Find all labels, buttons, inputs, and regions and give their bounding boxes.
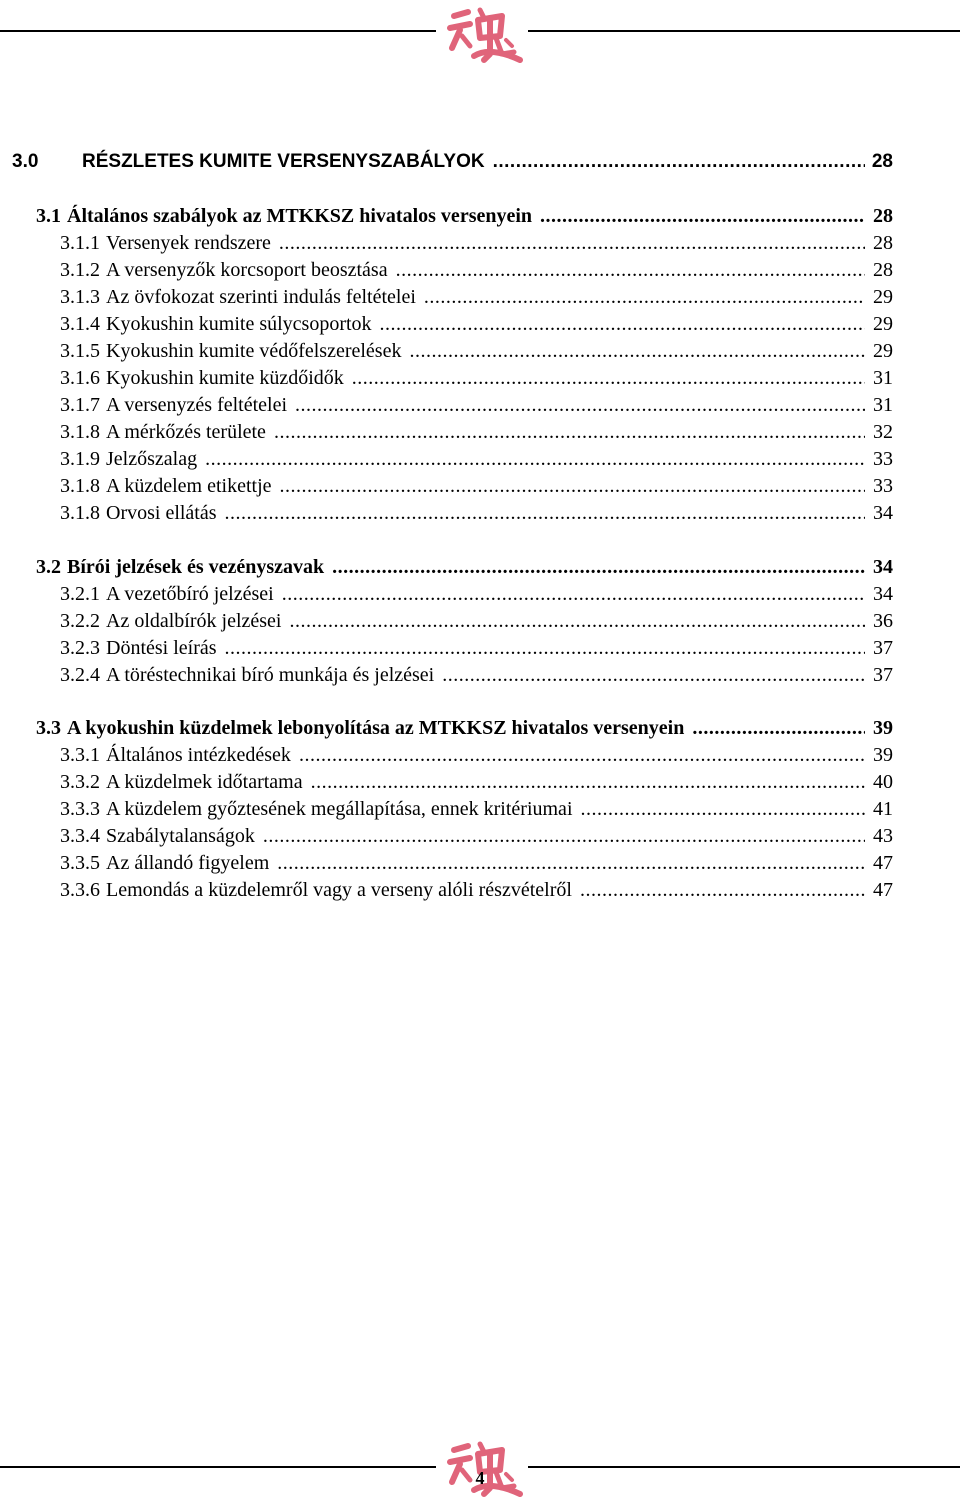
toc-dot-leader [225,636,865,660]
toc-entry[interactable] [60,636,893,660]
toc-entry-number: 3.1.4 [60,313,100,335]
toc-entry-page: 28 [873,259,893,281]
toc-entry-page: 41 [873,798,893,820]
toc-entry-page: 43 [873,825,893,847]
toc-dot-leader [409,339,865,363]
toc-entry[interactable] [60,447,893,471]
toc-entry-title: A versenyzés feltételei [106,394,288,416]
toc-entry-number: 3.2.3 [60,637,100,659]
toc-entry-title: A küzdelem etikettje [106,475,272,497]
toc-entry[interactable] [36,204,893,228]
toc-dot-leader [396,258,865,282]
toc-entry-number: 3.2.1 [60,583,100,605]
toc-entry-title: A vezetőbíró jelzései [106,583,274,605]
toc-dot-leader [424,285,865,309]
toc-entry-page: 33 [873,448,893,470]
toc-dot-leader [311,770,865,794]
toc-entry-title: Döntési leírás [106,637,217,659]
toc-entry[interactable] [36,716,893,740]
toc-entry-page: 28 [873,232,893,254]
toc-entry-page: 47 [873,852,893,874]
toc-dot-leader [277,851,865,875]
toc-entry-page: 39 [873,744,893,766]
toc-dot-leader [279,231,865,255]
toc-entry-title: A töréstechnikai bíró munkája és jelzései [106,664,435,686]
toc-entry-number: 3.1.3 [60,286,100,308]
toc-entry-number: 3.1.8 [60,502,100,524]
toc-entry-page: 29 [873,286,893,308]
toc-entry[interactable] [60,420,893,444]
toc-entry-title: Kyokushin kumite küzdőidők [106,367,344,389]
toc-entry[interactable] [60,609,893,633]
toc-entry-page: 36 [873,610,893,632]
toc-entry-number: 3.3 [36,717,61,739]
toc-entry-number: 3.3.3 [60,798,100,820]
toc-entry-title: Az oldalbírók jelzései [106,610,282,632]
toc-entry-page: 33 [873,475,893,497]
toc-entry-title: Az övfokozat szerinti indulás feltételei [106,286,416,308]
toc-entry-number: 3.3.5 [60,852,100,874]
toc-entry[interactable] [36,555,893,579]
toc-dot-leader [442,663,865,687]
toc-entry-number: 3.1.8 [60,421,100,443]
page-number: 4 [475,1468,485,1488]
toc-entry-page: 28 [873,205,893,227]
toc-entry[interactable] [60,474,893,498]
toc-entry-number: 3.3.2 [60,771,100,793]
toc-entry[interactable] [60,285,893,309]
toc-entry[interactable] [60,663,893,687]
toc-entry-title: Orvosi ellátás [106,502,217,524]
toc-entry[interactable] [60,339,893,363]
toc-entry-title: Kyokushin kumite súlycsoportok [106,313,372,335]
toc-entry-number: 3.0 [12,151,39,172]
toc-dot-leader [295,393,865,417]
toc-entry[interactable] [60,366,893,390]
toc-entry[interactable] [12,150,893,174]
toc-dot-leader [290,609,866,633]
toc-entry[interactable] [60,824,893,848]
toc-entry-title: Általános szabályok az MTKKSZ hivatalos versenyein [67,205,533,227]
toc-entry-title: Az állandó figyelem [106,852,270,874]
toc-entry-title: Lemondás a küzdelemről vagy a verseny alóli részvételről [106,879,572,901]
toc-entry-number: 3.1 [36,205,61,227]
toc-entry-page: 32 [873,421,893,443]
toc-entry-title: A küzdelem győztesének megállapítása, ennek kritériumai [106,798,573,820]
toc-entry[interactable] [60,878,893,902]
kanji-logo-icon [440,2,526,66]
toc-dot-leader [352,366,865,390]
toc-entry-title: A versenyzők korcsoport beosztása [106,259,388,281]
toc-entry-title: Versenyek rendszere [106,232,271,254]
toc-dot-leader [540,204,865,228]
toc-entry[interactable] [60,770,893,794]
toc-entry[interactable] [60,231,893,255]
toc-entry-page: 34 [873,502,893,524]
toc-entry-page: 37 [873,637,893,659]
toc-entry-number: 3.1.6 [60,367,100,389]
toc-entry-number: 3.1.7 [60,394,100,416]
toc-dot-leader [380,312,865,336]
toc-dot-leader [282,582,865,606]
toc-dot-leader [225,501,865,525]
toc-entry-number: 3.1.8 [60,475,100,497]
toc-entry[interactable] [60,393,893,417]
toc-dot-leader [263,824,865,848]
toc-entry-page: 34 [873,556,893,578]
toc-entry-number: 3.2.4 [60,664,100,686]
toc-entry-title: Szabálytalanságok [106,825,255,847]
toc-entry-title: Kyokushin kumite védőfelszerelések [106,340,402,362]
toc-entry-number: 3.1.1 [60,232,100,254]
toc-entry[interactable] [60,797,893,821]
toc-entry[interactable] [60,582,893,606]
toc-entry-page: 31 [873,394,893,416]
header-rule-left [0,30,436,32]
toc-entry-title: A küzdelmek időtartama [106,771,303,793]
toc-entry-number: 3.3.4 [60,825,100,847]
toc-dot-leader [580,878,865,902]
toc-entry-page: 37 [873,664,893,686]
toc-entry-page: 31 [873,367,893,389]
toc-entry-page: 29 [873,313,893,335]
toc-entry-number: 3.2.2 [60,610,100,632]
toc-entry-number: 3.1.5 [60,340,100,362]
toc-entry-number: 3.3.1 [60,744,100,766]
toc-dot-leader [332,555,865,579]
toc-entry[interactable] [60,258,893,282]
toc-dot-leader [280,474,866,498]
toc-entry[interactable] [60,312,893,336]
toc-entry-number: 3.1.2 [60,259,100,281]
toc-dot-leader [692,716,865,740]
toc-entry-title: Bírói jelzések és vezényszavak [67,556,325,578]
toc-entry-page: 40 [873,771,893,793]
toc-entry[interactable] [60,743,893,767]
toc-dot-leader [205,447,865,471]
toc-dot-leader [274,420,865,444]
toc-entry-page: 39 [873,717,893,739]
toc-entry-page: 29 [873,340,893,362]
toc-entry-number: 3.3.6 [60,879,100,901]
toc-dot-leader [581,797,866,821]
toc-entry-page: 47 [873,879,893,901]
toc-entry-title: A kyokushin küzdelmek lebonyolítása az MTKKSZ hivatalos versenyein [67,717,685,739]
toc-dot-leader [493,150,865,174]
toc-dot-leader [299,743,865,767]
toc-entry-page: 28 [871,151,893,172]
toc-entry-title: Jelzőszalag [106,448,198,470]
toc-entry-title: RÉSZLETES KUMITE VERSENYSZABÁLYOK [82,151,485,172]
toc-entry-title: Általános intézkedések [106,744,291,766]
toc-entry[interactable] [60,501,893,525]
toc-entry-number: 3.1.9 [60,448,100,470]
toc-entry[interactable] [60,851,893,875]
header-rule-right [528,30,960,32]
toc-entry-number: 3.2 [36,556,61,578]
toc-entry-page: 34 [873,583,893,605]
toc-entry-title: A mérkőzés területe [106,421,266,443]
